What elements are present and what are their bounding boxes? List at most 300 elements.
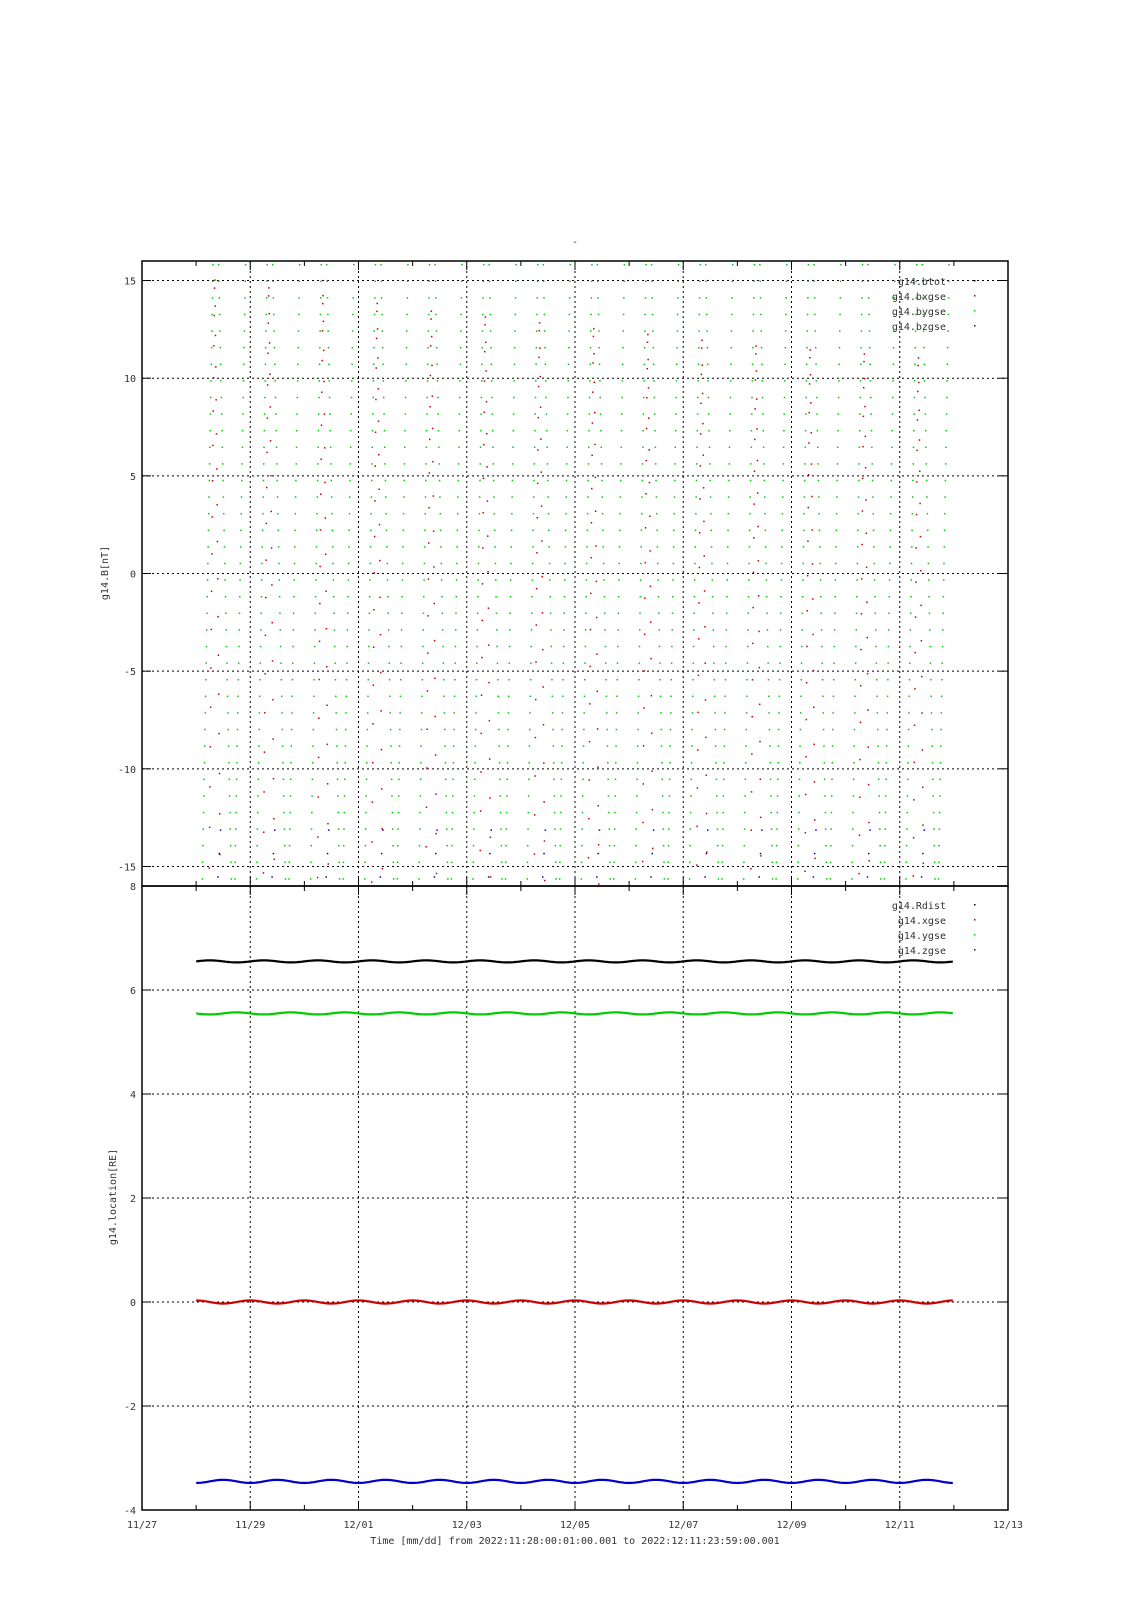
point-bygse xyxy=(392,828,394,830)
point-bygse xyxy=(885,779,887,781)
point-bygse xyxy=(403,513,405,515)
point-bygse xyxy=(261,579,263,581)
point-bygse xyxy=(754,264,756,266)
point-bxgse xyxy=(862,478,864,480)
point-bygse xyxy=(442,629,444,631)
point-bygse xyxy=(604,596,606,598)
point-bxgse xyxy=(538,417,540,419)
point-bygse xyxy=(697,380,699,382)
point-bxgse xyxy=(700,433,702,435)
point-bxgse xyxy=(543,801,545,803)
point-bygse xyxy=(460,347,462,349)
point-bygse xyxy=(856,613,858,615)
point-bygse xyxy=(295,496,297,498)
point-bxgse xyxy=(324,482,326,484)
point-bygse xyxy=(384,447,386,449)
point-bygse xyxy=(908,745,910,747)
point-bygse xyxy=(887,696,889,698)
point-bygse xyxy=(369,579,371,581)
point-bygse xyxy=(777,812,779,814)
point-bygse xyxy=(908,712,910,714)
point-bygse xyxy=(512,447,514,449)
point-bygse xyxy=(745,762,747,764)
point-bxgse xyxy=(918,410,920,412)
point-bygse xyxy=(296,447,298,449)
point-bzgse xyxy=(869,829,871,831)
point-bygse xyxy=(407,264,409,266)
point-bxgse xyxy=(267,352,269,354)
point-bxgse xyxy=(209,786,211,788)
point-bygse xyxy=(660,696,662,698)
point-bygse xyxy=(832,745,834,747)
point-bygse xyxy=(609,878,611,880)
point-bygse xyxy=(566,496,568,498)
point-bxgse xyxy=(271,622,273,624)
y-tick-label: 2 xyxy=(129,1194,136,1205)
point-bygse xyxy=(728,480,730,482)
point-bygse xyxy=(694,579,696,581)
point-bxgse xyxy=(813,744,815,746)
point-bxgse xyxy=(218,654,220,656)
point-bygse xyxy=(675,413,677,415)
point-bygse xyxy=(545,380,547,382)
point-bygse xyxy=(298,297,300,299)
point-bygse xyxy=(591,264,593,266)
point-bygse xyxy=(803,546,805,548)
point-bygse xyxy=(886,762,888,764)
point-bxgse xyxy=(914,688,916,690)
point-bygse xyxy=(278,546,280,548)
point-bygse xyxy=(874,563,876,565)
point-bygse xyxy=(816,397,818,399)
point-bygse xyxy=(443,696,445,698)
legend-swatch-bzgse xyxy=(974,325,976,327)
point-bygse xyxy=(505,878,507,880)
point-bygse xyxy=(223,496,225,498)
y-tick-label: -4 xyxy=(123,1506,136,1517)
point-bygse xyxy=(438,430,440,432)
point-bygse xyxy=(332,530,334,532)
point-bzgse xyxy=(704,876,706,878)
point-bygse xyxy=(662,812,664,814)
point-bygse xyxy=(581,862,583,864)
point-bygse xyxy=(283,795,285,797)
point-bxgse xyxy=(319,566,321,568)
point-bygse xyxy=(509,629,511,631)
point-bxgse xyxy=(702,365,704,367)
point-bygse xyxy=(730,397,732,399)
point-bxgse xyxy=(264,751,266,753)
point-bygse xyxy=(426,413,428,415)
point-bygse xyxy=(619,513,621,515)
point-bygse xyxy=(778,745,780,747)
point-bygse xyxy=(220,347,222,349)
point-bygse xyxy=(280,629,282,631)
point-bygse xyxy=(530,662,532,664)
point-bygse xyxy=(206,629,208,631)
point-bygse xyxy=(327,297,329,299)
point-bygse xyxy=(236,762,238,764)
point-bygse xyxy=(482,330,484,332)
point-bxgse xyxy=(217,541,219,543)
point-bygse xyxy=(422,629,424,631)
point-bygse xyxy=(397,878,399,880)
point-bygse xyxy=(588,430,590,432)
point-bygse xyxy=(924,364,926,366)
point-bygse xyxy=(749,530,751,532)
point-bygse xyxy=(939,779,941,781)
point-bxgse xyxy=(380,672,382,674)
point-bygse xyxy=(930,679,932,681)
point-bygse xyxy=(912,513,914,515)
point-bygse xyxy=(617,646,619,648)
point-bxgse xyxy=(321,360,323,362)
point-bxgse xyxy=(595,477,597,479)
point-bygse xyxy=(876,696,878,698)
point-bzgse xyxy=(706,853,708,855)
point-bygse xyxy=(496,613,498,615)
point-bxgse xyxy=(430,375,432,377)
point-bygse xyxy=(615,779,617,781)
point-bygse xyxy=(831,779,833,781)
point-bygse xyxy=(245,264,247,266)
point-bygse xyxy=(641,530,643,532)
point-bygse xyxy=(746,679,748,681)
point-bygse xyxy=(564,563,566,565)
point-bygse xyxy=(929,613,931,615)
point-bygse xyxy=(382,330,384,332)
point-bygse xyxy=(753,297,755,299)
point-bygse xyxy=(205,662,207,664)
point-bxgse xyxy=(807,540,809,542)
point-bygse xyxy=(478,546,480,548)
point-bygse xyxy=(641,513,643,515)
point-bxgse xyxy=(375,367,377,369)
point-bygse xyxy=(910,613,912,615)
point-bygse xyxy=(222,463,224,465)
point-bygse xyxy=(879,845,881,847)
point-bygse xyxy=(353,281,355,283)
point-bygse xyxy=(207,579,209,581)
point-bygse xyxy=(239,613,241,615)
point-bygse xyxy=(587,530,589,532)
point-bygse xyxy=(428,314,430,316)
point-bxgse xyxy=(918,382,920,384)
point-bygse xyxy=(568,330,570,332)
point-bygse xyxy=(891,430,893,432)
point-bygse xyxy=(642,447,644,449)
point-bxgse xyxy=(378,454,380,456)
point-bxgse xyxy=(216,433,218,435)
point-bygse xyxy=(402,579,404,581)
point-bygse xyxy=(694,563,696,565)
point-bygse xyxy=(618,596,620,598)
point-bygse xyxy=(587,513,589,515)
point-bxgse xyxy=(487,535,489,537)
point-bygse xyxy=(582,779,584,781)
point-bygse xyxy=(689,878,691,880)
point-bygse xyxy=(398,812,400,814)
point-bygse xyxy=(583,762,585,764)
point-bygse xyxy=(367,696,369,698)
point-bygse xyxy=(351,364,353,366)
point-bygse xyxy=(822,696,824,698)
point-bygse xyxy=(877,729,879,731)
point-bygse xyxy=(603,546,605,548)
point-bygse xyxy=(914,347,916,349)
point-bygse xyxy=(527,828,529,830)
point-bygse xyxy=(208,530,210,532)
point-bxgse xyxy=(919,503,921,505)
point-bygse xyxy=(872,480,874,482)
point-bygse xyxy=(353,264,355,266)
point-bygse xyxy=(603,563,605,565)
point-bygse xyxy=(780,613,782,615)
point-bygse xyxy=(871,430,873,432)
point-bygse xyxy=(243,380,245,382)
point-bygse xyxy=(492,413,494,415)
point-bygse xyxy=(616,729,618,731)
point-bxgse xyxy=(698,675,700,677)
point-bygse xyxy=(203,779,205,781)
point-bxgse xyxy=(868,784,870,786)
point-bygse xyxy=(294,563,296,565)
point-bxgse xyxy=(535,699,537,701)
point-bxgse xyxy=(214,305,216,307)
point-bygse xyxy=(854,696,856,698)
point-bygse xyxy=(350,447,352,449)
point-bygse xyxy=(224,546,226,548)
point-bygse xyxy=(835,546,837,548)
point-bygse xyxy=(284,845,286,847)
point-bygse xyxy=(908,729,910,731)
point-bygse xyxy=(337,812,339,814)
point-bygse xyxy=(258,745,260,747)
point-bygse xyxy=(398,795,400,797)
point-bygse xyxy=(219,330,221,332)
point-bygse xyxy=(943,579,945,581)
point-bxgse xyxy=(430,345,432,347)
point-bygse xyxy=(768,679,770,681)
point-bygse xyxy=(840,297,842,299)
point-bygse xyxy=(419,812,421,814)
point-bygse xyxy=(941,696,943,698)
point-bygse xyxy=(728,463,730,465)
point-bygse xyxy=(437,397,439,399)
point-bygse xyxy=(607,779,609,781)
point-bygse xyxy=(817,463,819,465)
point-bygse xyxy=(744,828,746,830)
point-bygse xyxy=(282,745,284,747)
point-bygse xyxy=(745,779,747,781)
point-bxgse xyxy=(813,706,815,708)
point-bygse xyxy=(429,264,431,266)
legend-label-rdist: g14.Rdist xyxy=(891,901,946,912)
point-bygse xyxy=(210,380,212,382)
point-bxgse xyxy=(435,833,437,835)
point-bygse xyxy=(533,496,535,498)
point-bygse xyxy=(283,779,285,781)
point-bygse xyxy=(852,828,854,830)
point-bxgse xyxy=(317,877,319,879)
point-bygse xyxy=(731,330,733,332)
point-bxgse xyxy=(760,817,762,819)
point-bygse xyxy=(668,812,670,814)
point-bygse xyxy=(481,347,483,349)
point-bzgse xyxy=(274,829,276,831)
point-bygse xyxy=(747,662,749,664)
legend-label-ygse: g14.ygse xyxy=(897,931,946,942)
point-bygse xyxy=(352,314,354,316)
point-bxgse xyxy=(645,527,647,529)
point-bygse xyxy=(436,364,438,366)
point-bygse xyxy=(423,596,425,598)
point-bygse xyxy=(259,696,261,698)
point-bxgse xyxy=(806,646,808,648)
point-bxgse xyxy=(485,342,487,344)
point-bygse xyxy=(638,696,640,698)
point-bxgse xyxy=(540,471,542,473)
point-bygse xyxy=(427,397,429,399)
point-bygse xyxy=(748,563,750,565)
point-bzgse xyxy=(650,876,652,878)
point-bygse xyxy=(314,662,316,664)
point-bxgse xyxy=(868,860,870,862)
point-bygse xyxy=(638,712,640,714)
point-bzgse xyxy=(273,853,275,855)
point-bygse xyxy=(840,264,842,266)
point-bygse xyxy=(934,878,936,880)
point-bygse xyxy=(825,845,827,847)
point-bxgse xyxy=(320,493,322,495)
point-bygse xyxy=(261,596,263,598)
point-bygse xyxy=(929,629,931,631)
point-bxgse xyxy=(215,366,217,368)
point-bygse xyxy=(860,397,862,399)
point-bygse xyxy=(239,596,241,598)
point-bygse xyxy=(552,712,554,714)
point-bygse xyxy=(644,364,646,366)
point-bxgse xyxy=(754,408,756,410)
point-bygse xyxy=(925,447,927,449)
point-bygse xyxy=(689,845,691,847)
point-bxgse xyxy=(648,417,650,419)
point-bygse xyxy=(480,430,482,432)
point-bygse xyxy=(889,596,891,598)
point-bxgse xyxy=(489,758,491,760)
point-bygse xyxy=(203,828,205,830)
point-bygse xyxy=(928,563,930,565)
point-bygse xyxy=(873,513,875,515)
point-bygse xyxy=(636,828,638,830)
point-bygse xyxy=(921,264,923,266)
point-bxgse xyxy=(218,733,220,735)
point-bygse xyxy=(807,281,809,283)
point-bxgse xyxy=(596,653,598,655)
point-bygse xyxy=(718,878,720,880)
point-bygse xyxy=(511,546,512,548)
point-bygse xyxy=(373,364,375,366)
point-bxgse xyxy=(649,516,651,518)
point-bygse xyxy=(331,496,333,498)
point-bygse xyxy=(364,878,366,880)
point-bygse xyxy=(315,613,317,615)
point-bygse xyxy=(624,264,626,266)
point-bygse xyxy=(820,596,822,598)
point-bzgse xyxy=(596,876,598,878)
point-bygse xyxy=(562,712,564,714)
point-bygse xyxy=(451,878,453,880)
x-tick-label: 12/05 xyxy=(559,1520,591,1531)
point-bxgse xyxy=(652,809,654,811)
point-bygse xyxy=(527,862,529,864)
point-bygse xyxy=(851,862,853,864)
point-bxgse xyxy=(266,452,268,454)
point-bygse xyxy=(785,314,787,316)
point-bygse xyxy=(280,662,282,664)
point-bygse xyxy=(801,662,803,664)
point-bygse xyxy=(367,679,369,681)
point-bxgse xyxy=(757,526,759,528)
point-bygse xyxy=(425,496,427,498)
point-bygse xyxy=(894,281,896,283)
point-bxgse xyxy=(920,536,922,538)
point-bxgse xyxy=(428,578,430,580)
point-bygse xyxy=(652,297,654,299)
point-bygse xyxy=(727,546,729,548)
point-bxgse xyxy=(373,609,375,611)
point-bxgse xyxy=(324,413,326,415)
point-bxgse xyxy=(700,403,702,405)
point-bxgse xyxy=(379,597,381,599)
point-bygse xyxy=(570,264,572,266)
point-bxgse xyxy=(811,529,813,531)
point-bxgse xyxy=(867,637,869,639)
point-bxgse xyxy=(866,567,868,569)
point-bygse xyxy=(393,862,395,864)
point-bygse xyxy=(659,646,661,648)
point-bygse xyxy=(856,579,858,581)
point-bygse xyxy=(913,447,915,449)
point-bygse xyxy=(582,795,584,797)
point-bygse xyxy=(618,579,620,581)
point-bygse xyxy=(444,712,446,714)
point-bygse xyxy=(291,712,293,714)
point-bygse xyxy=(785,297,787,299)
point-bygse xyxy=(455,646,457,648)
point-bygse xyxy=(655,447,657,449)
point-bxgse xyxy=(372,801,374,803)
point-bygse xyxy=(226,646,228,648)
point-bygse xyxy=(727,530,729,532)
point-bygse xyxy=(241,480,243,482)
point-bygse xyxy=(855,629,857,631)
point-bygse xyxy=(207,563,209,565)
point-bygse xyxy=(343,862,345,864)
point-bxgse xyxy=(327,744,329,746)
point-bygse xyxy=(344,795,346,797)
point-bxgse xyxy=(210,706,212,708)
point-bygse xyxy=(402,546,404,548)
point-bygse xyxy=(347,613,349,615)
point-bygse xyxy=(424,563,426,565)
point-bygse xyxy=(511,513,512,515)
point-bygse xyxy=(227,696,229,698)
point-bygse xyxy=(382,364,384,366)
point-bxgse xyxy=(598,883,600,885)
point-bygse xyxy=(424,546,426,548)
point-bygse xyxy=(371,463,373,465)
